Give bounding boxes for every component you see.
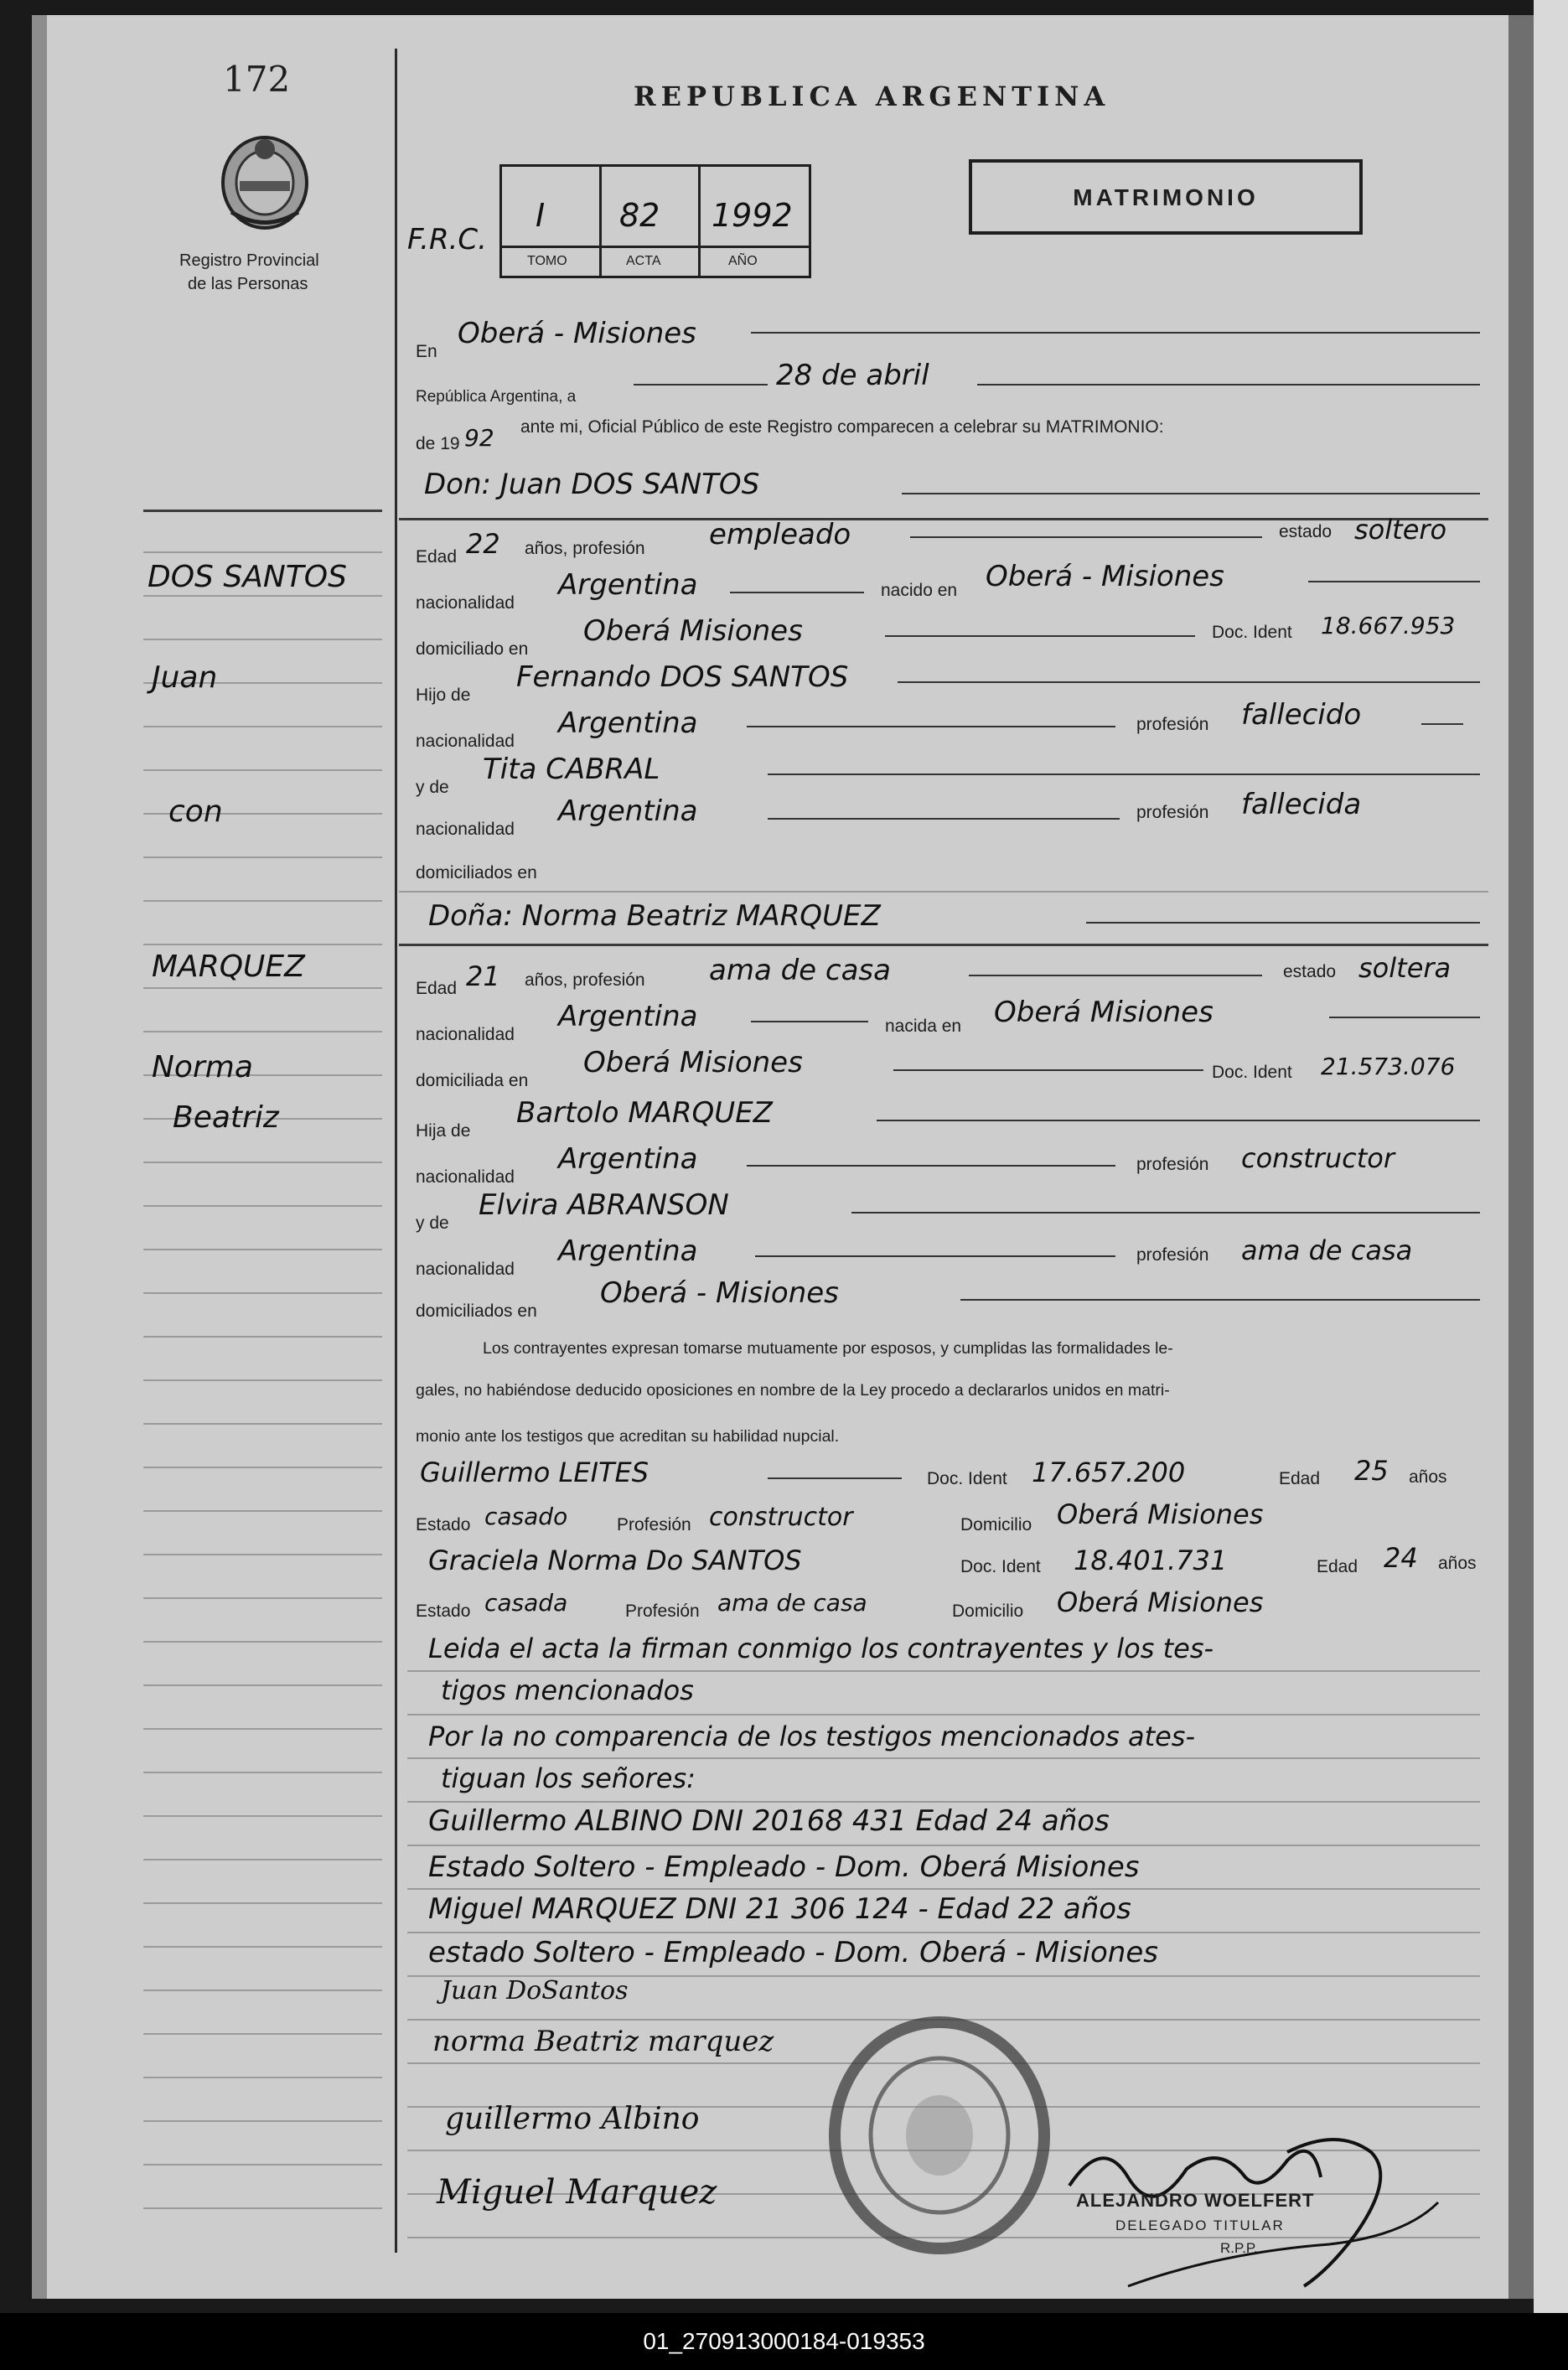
label-w-anos: años <box>1409 1467 1447 1487</box>
label-edad: Edad <box>416 547 458 567</box>
margin-rule <box>143 551 382 553</box>
place-value: Oberá - Misiones <box>458 317 696 350</box>
label-en: En <box>416 342 437 361</box>
margin-rule <box>143 987 382 989</box>
label-edad-2: Edad <box>416 979 458 998</box>
label-w-edad: Edad <box>1279 1469 1321 1488</box>
note-2: tigos mencionados <box>441 1674 694 1706</box>
note-1: Leida el acta la firman conmigo los contrayentes y los tes- <box>428 1633 1214 1664</box>
bride-birthplace: Oberá Misiones <box>994 996 1214 1029</box>
margin-rule <box>143 769 382 771</box>
label-nacido-en: nacido en <box>881 581 958 600</box>
margin-top-rule <box>143 510 382 512</box>
body-rule <box>407 1757 1480 1759</box>
label-anos-profesion: años, profesión <box>525 539 645 558</box>
official-name: ALEJANDRO WOELFERT <box>1076 2190 1315 2211</box>
note-7: Miguel MARQUEZ DNI 21 306 124 - Edad 22 años <box>428 1892 1131 1926</box>
tomo-label: TOMO <box>527 254 567 268</box>
margin-rule <box>143 1859 382 1860</box>
groom-father-nat: Argentina <box>558 706 698 740</box>
groom-full: Don: Juan DOS SANTOS <box>424 468 760 501</box>
margin-rule <box>143 1728 382 1730</box>
label-w-domicilio: Domicilio <box>960 1515 1032 1534</box>
official-seal-icon <box>818 2014 1061 2261</box>
margin-bride-surname: MARQUEZ <box>152 950 305 984</box>
body-rule <box>407 1714 1480 1715</box>
label-nacida-en: nacida en <box>885 1017 962 1036</box>
note-6: Estado Soltero - Empleado - Dom. Oberá Misiones <box>428 1850 1140 1884</box>
w1-age: 25 <box>1354 1455 1389 1487</box>
day-month-value: 28 de abril <box>776 359 929 392</box>
ano-label: AÑO <box>728 254 758 268</box>
coat-of-arms-icon <box>215 132 315 237</box>
groom-father-prof: fallecido <box>1241 698 1362 732</box>
label-ante-mi: ante mi, Oficial Público de este Registro comparecen a celebrar su MATRIMONIO: <box>520 417 1164 437</box>
margin-rule <box>143 856 382 858</box>
w2-dom: Oberá Misiones <box>1057 1586 1264 1618</box>
signature-2: norma Beatriz marquez <box>432 2025 774 2058</box>
ano-value: 1992 <box>712 197 793 234</box>
label-doc-ident: Doc. Ident <box>1212 623 1292 642</box>
margin-rule <box>143 944 382 945</box>
country-title: REPUBLICA ARGENTINA <box>634 80 1110 112</box>
margin-rule <box>143 1772 382 1773</box>
groom-mother: Tita CABRAL <box>483 753 660 786</box>
margin-rule <box>143 1990 382 1991</box>
label-w-doc-2: Doc. Ident <box>960 1557 1041 1576</box>
signature-3: guillermo Albino <box>445 2102 700 2136</box>
acta-label: ACTA <box>626 254 661 268</box>
label-y-de: y de <box>416 778 449 797</box>
signature-4: Miguel Marquez <box>437 2173 717 2212</box>
bride-state: soltera <box>1358 952 1452 984</box>
margin-rule <box>143 1510 382 1512</box>
closing-1: Los contrayentes expresan tomarse mutuamente por esposos, y cumplidas las formalidades le- <box>483 1339 1173 1358</box>
registry-label-1: Registro Provincial <box>179 251 319 270</box>
label-de-19: de 19 <box>416 434 460 453</box>
parents-domicile: Oberá - Misiones <box>600 1276 839 1310</box>
margin-rule <box>143 1423 382 1425</box>
label-doc-ident-2: Doc. Ident <box>1212 1063 1292 1082</box>
w1-state: casado <box>484 1503 568 1530</box>
groom-mother-prof: fallecida <box>1241 788 1362 821</box>
label-profesion-4: profesión <box>1136 1245 1209 1265</box>
label-nacionalidad-3: nacionalidad <box>416 820 515 839</box>
label-nacionalidad: nacionalidad <box>416 593 515 613</box>
form <box>47 15 1508 2299</box>
w2-doc: 18.401.731 <box>1074 1545 1228 1576</box>
w1-name: Guillermo LEITES <box>420 1457 649 1488</box>
margin-rule <box>143 2033 382 2035</box>
label-w-domicilio-2: Domicilio <box>952 1602 1024 1621</box>
margin-rule <box>143 1597 382 1599</box>
margin-rule <box>143 1336 382 1338</box>
margin-rule <box>143 639 382 640</box>
margin-bride-name-1: Norma <box>152 1050 253 1084</box>
label-w-profesion-2: Profesión <box>625 1602 700 1621</box>
label-republica: República Argentina, a <box>416 388 577 406</box>
margin-rule <box>143 1292 382 1294</box>
label-w-estado-2: Estado <box>416 1602 471 1621</box>
note-8: estado Soltero - Empleado - Dom. Oberá - Misiones <box>428 1936 1158 1969</box>
groom-state: soltero <box>1354 514 1447 546</box>
groom-profession: empleado <box>709 518 851 551</box>
label-w-anos-2: años <box>1438 1554 1477 1573</box>
w1-prof: constructor <box>709 1503 853 1532</box>
margin-rule <box>143 2164 382 2166</box>
bride-full: Doña: Norma Beatriz MARQUEZ <box>428 899 881 933</box>
w2-name: Graciela Norma Do SANTOS <box>428 1545 802 1576</box>
label-profesion-2: profesión <box>1136 803 1209 822</box>
image-caption: 01_270913000184-019353 <box>0 2313 1568 2370</box>
margin-rule <box>143 1554 382 1555</box>
margin-rule <box>143 595 382 597</box>
tomo-acta-box <box>499 164 811 278</box>
signature-1: Juan DoSantos <box>441 1976 629 2005</box>
act-type: MATRIMONIO <box>1073 184 1259 210</box>
w1-doc: 17.657.200 <box>1032 1457 1186 1488</box>
label-anos-profesion-2: años, profesión <box>525 970 645 990</box>
margin-rule <box>143 1031 382 1032</box>
margin-rule <box>143 1684 382 1686</box>
margin-rule <box>143 1205 382 1207</box>
groom-age: 22 <box>466 528 500 560</box>
bride-mother-prof: ama de casa <box>1241 1234 1413 1266</box>
groom-nationality: Argentina <box>558 568 698 602</box>
section-rule-2 <box>399 944 1488 946</box>
label-w-estado: Estado <box>416 1515 471 1534</box>
page-number: 172 <box>223 59 291 100</box>
label-nacionalidad-4: nacionalidad <box>416 1025 515 1044</box>
tomo-value: I <box>536 197 546 234</box>
margin-con: con <box>168 794 223 829</box>
official-org: R.P.P. <box>1220 2240 1258 2256</box>
label-domiciliada-en: domiciliada en <box>416 1071 529 1090</box>
bride-doc: 21.573.076 <box>1321 1053 1456 1080</box>
margin-rule <box>143 2077 382 2078</box>
label-domiciliados-en-2: domiciliados en <box>416 1301 537 1321</box>
label-w-doc: Doc. Ident <box>927 1469 1007 1488</box>
margin-rule <box>143 1815 382 1817</box>
bride-father-nat: Argentina <box>558 1142 698 1176</box>
official-title: DELEGADO TITULAR <box>1115 2217 1285 2233</box>
groom-doc: 18.667.953 <box>1321 612 1456 639</box>
groom-birthplace: Oberá - Misiones <box>986 560 1224 593</box>
body-rule <box>407 1670 1480 1672</box>
margin-rule <box>143 1249 382 1250</box>
note-4: tiguan los señores: <box>441 1762 696 1794</box>
label-domiciliados-en: domiciliados en <box>416 863 537 882</box>
label-estado-2: estado <box>1283 962 1337 981</box>
bride-profession: ama de casa <box>709 954 891 987</box>
groom-father: Fernando DOS SANTOS <box>516 660 849 694</box>
margin-groom-surname: DOS SANTOS <box>147 560 347 594</box>
margin-rule <box>143 1162 382 1163</box>
margin-bride-name-2: Beatriz <box>173 1100 279 1135</box>
frc-label: F.R.C. <box>407 223 487 256</box>
margin-rule <box>143 1946 382 1948</box>
w2-state: casada <box>484 1589 568 1617</box>
w2-prof: ama de casa <box>717 1589 867 1617</box>
bride-mother: Elvira ABRANSON <box>479 1188 729 1222</box>
bride-age: 21 <box>466 960 500 992</box>
margin-rule <box>143 1379 382 1381</box>
groom-mother-nat: Argentina <box>558 794 698 828</box>
groom-domicile: Oberá Misiones <box>583 614 803 648</box>
label-y-de-2: y de <box>416 1213 449 1233</box>
act-type-box <box>969 159 1363 235</box>
label-estado: estado <box>1279 522 1333 541</box>
note-3: Por la no comparencia de los testigos mencionados ates- <box>428 1721 1196 1752</box>
register-page <box>32 15 1534 2299</box>
label-hijo-de: Hijo de <box>416 686 471 705</box>
body-rule <box>407 1845 1480 1846</box>
registry-label-2: de las Personas <box>188 275 308 293</box>
w2-age: 24 <box>1384 1542 1418 1574</box>
label-profesion-3: profesión <box>1136 1155 1209 1174</box>
bride-father: Bartolo MARQUEZ <box>516 1096 773 1130</box>
section-rule <box>399 518 1488 520</box>
bride-nationality: Argentina <box>558 1000 698 1033</box>
column-divider <box>395 49 397 2253</box>
margin-rule <box>143 1902 382 1904</box>
closing-3: monio ante los testigos que acreditan su habilidad nupcial. <box>416 1427 840 1446</box>
margin-rule <box>143 726 382 727</box>
label-nacionalidad-2: nacionalidad <box>416 732 515 751</box>
year-suffix: 92 <box>464 424 494 452</box>
closing-2: gales, no habiéndose deducido oposiciones en nombre de la Ley procedo a declararlos unidos en matri- <box>416 1381 1170 1400</box>
next-page-edge <box>1534 0 1568 2313</box>
bride-mother-nat: Argentina <box>558 1234 698 1268</box>
label-hija-de: Hija de <box>416 1121 471 1141</box>
label-profesion: profesión <box>1136 715 1209 734</box>
label-w-profesion: Profesión <box>617 1515 691 1534</box>
margin-rule <box>143 2120 382 2122</box>
body-rule <box>407 1932 1480 1933</box>
body-rule <box>407 1801 1480 1803</box>
margin-groom-name: Juan <box>152 660 218 695</box>
label-w-edad-2: Edad <box>1317 1557 1358 1576</box>
w1-dom: Oberá Misiones <box>1057 1498 1264 1530</box>
bride-domicile: Oberá Misiones <box>583 1046 803 1079</box>
margin-rule <box>143 2207 382 2209</box>
label-nacionalidad-6: nacionalidad <box>416 1260 515 1279</box>
note-5: Guillermo ALBINO DNI 20168 431 Edad 24 años <box>428 1804 1110 1838</box>
bride-father-prof: constructor <box>1241 1142 1395 1174</box>
margin-rule <box>143 900 382 902</box>
label-domiciliado-en: domiciliado en <box>416 639 529 659</box>
acta-value: 82 <box>619 197 660 234</box>
body-rule <box>407 1888 1480 1890</box>
margin-rule <box>143 1467 382 1468</box>
margin-rule <box>143 1641 382 1643</box>
label-nacionalidad-5: nacionalidad <box>416 1167 515 1187</box>
